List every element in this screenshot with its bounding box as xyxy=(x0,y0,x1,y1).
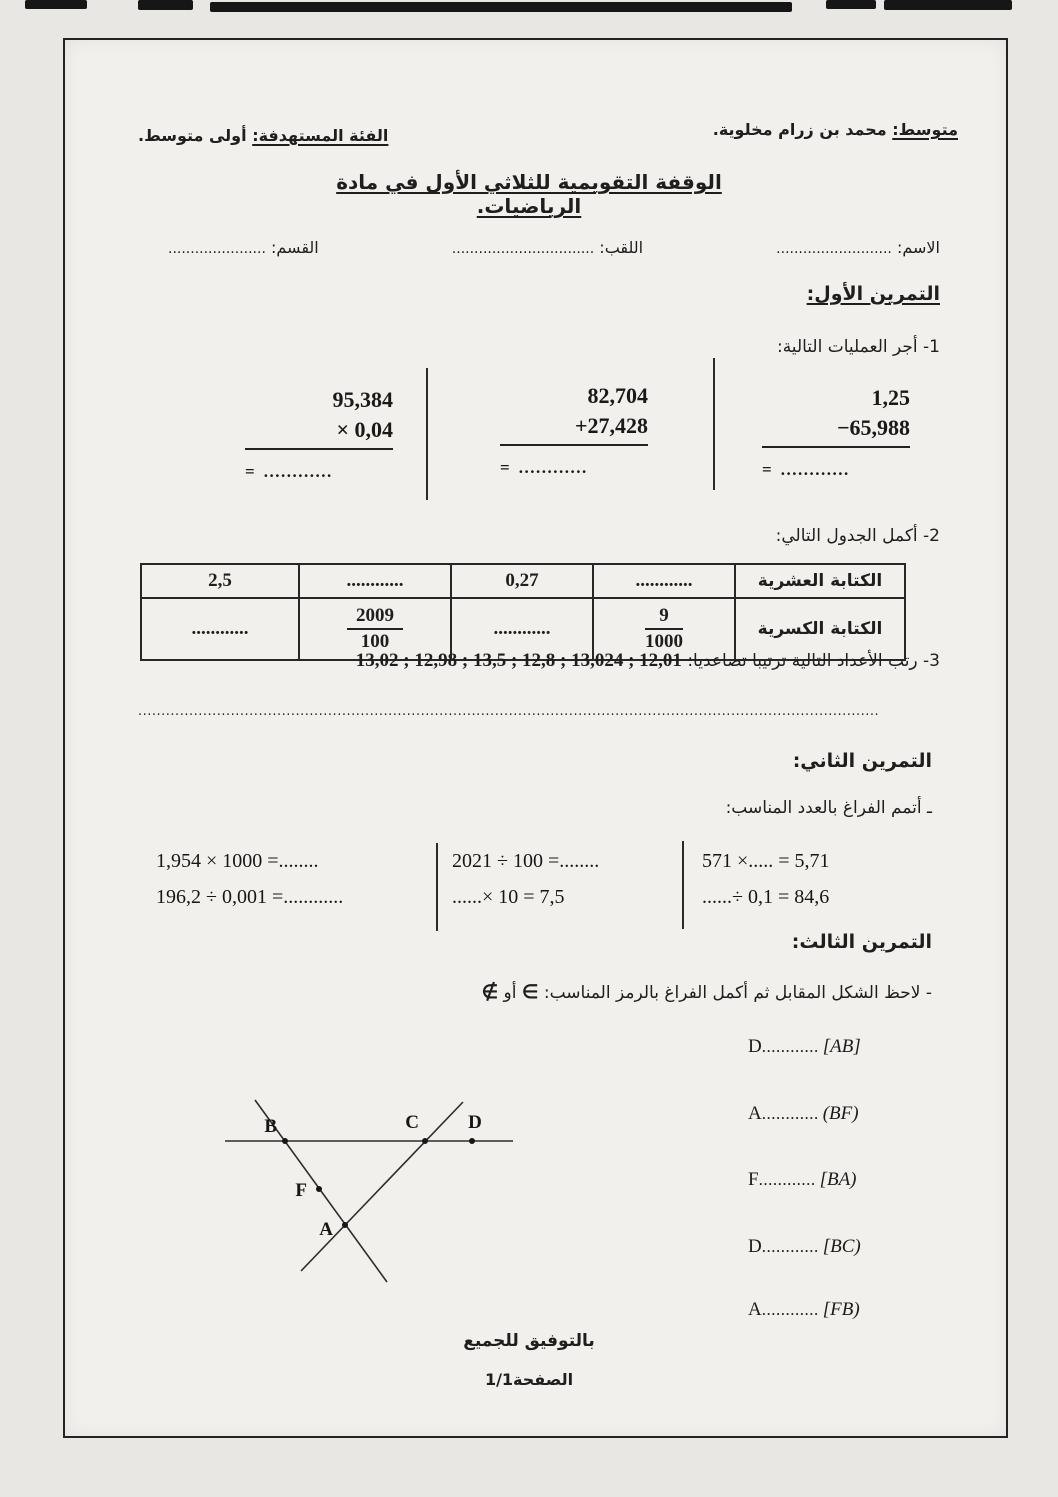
table-cell: 0,27 xyxy=(451,564,593,598)
q3-numbers: 12,01 ; 13,024 ; 12,8 ; 13,5 ; 12,98 ; 13,02 xyxy=(355,650,682,671)
surname-field xyxy=(452,238,643,257)
figure-line xyxy=(301,1102,463,1271)
fraction-row-header: الكتابة الكسرية xyxy=(735,598,905,660)
class-blank: ...................... xyxy=(168,241,266,257)
result-blank: ............ xyxy=(263,462,333,481)
table-cell: ............ xyxy=(299,564,451,598)
name-field xyxy=(776,238,940,257)
result-blank: ............ xyxy=(780,460,850,479)
fraction xyxy=(645,605,683,653)
exercise1-q1-label: 1- أجر العمليات التالية: xyxy=(776,337,940,357)
target-grade-label: الفئة المستهدفة: xyxy=(252,126,389,145)
membership-item xyxy=(748,1236,861,1258)
point-letter: F xyxy=(748,1169,759,1190)
page-number: الصفحة1/1 xyxy=(484,1370,574,1389)
operation-rule xyxy=(245,448,393,450)
exercise3-instruction-text: - لاحظ الشكل المقابل ثم أكمل الفراغ بالرمز المناسب: xyxy=(543,983,932,1003)
element-of-symbol: ∈ xyxy=(521,982,539,1003)
operation-rule xyxy=(500,444,648,446)
membership-item xyxy=(748,1299,860,1321)
exercise1-heading: التمرين الأول: xyxy=(806,283,940,305)
equals-sign: = xyxy=(245,462,255,481)
segment-notation: (BF) xyxy=(822,1103,859,1124)
equals-sign: = xyxy=(762,460,772,479)
exercise3-instruction xyxy=(482,981,932,1004)
equation: 1,954 × 1000 =........ xyxy=(156,850,319,872)
figure-point xyxy=(282,1138,288,1144)
membership-blank: ............ xyxy=(761,1037,819,1056)
student-fields-row xyxy=(168,238,940,257)
membership-blank: ............ xyxy=(761,1300,819,1319)
figure-point-label: A xyxy=(319,1219,333,1240)
table-cell: ............ xyxy=(141,598,299,660)
membership-item xyxy=(748,1103,859,1125)
operand-top: 82,704 xyxy=(587,383,648,408)
exercise2-heading: التمرين الثاني: xyxy=(792,750,932,772)
scan-edge-mark xyxy=(210,2,792,12)
good-luck-text: بالتوفيق للجميع xyxy=(463,1331,595,1351)
segment-notation: [AB] xyxy=(822,1036,861,1057)
figure-point-label: F xyxy=(295,1180,307,1201)
point-letter: A xyxy=(748,1299,762,1320)
exercise1-q2-label: 2- أكمل الجدول التالي: xyxy=(775,526,940,546)
segment-notation: [FB) xyxy=(822,1299,860,1320)
scan-edge-mark xyxy=(826,0,876,9)
membership-list xyxy=(748,1036,928,1336)
equation-group-left xyxy=(156,843,343,915)
fraction-numerator: 9 xyxy=(645,605,683,630)
decimal-row-header: الكتابة العشرية xyxy=(735,564,905,598)
class-field xyxy=(168,238,319,257)
equation-group-right xyxy=(702,843,830,915)
figure-point xyxy=(469,1138,475,1144)
segment-notation: [BA) xyxy=(819,1169,857,1190)
or-word: أو xyxy=(503,983,517,1003)
operand-bottom: −65,988 xyxy=(836,415,910,440)
name-blank: .......................... xyxy=(776,241,892,257)
equation: ......÷ 0,1 = 84,6 xyxy=(702,886,830,908)
exercise1-q3-line xyxy=(356,650,940,672)
geometry-figure xyxy=(215,1086,535,1301)
figure-point-label: C xyxy=(405,1112,419,1133)
not-element-of-symbol: ∉ xyxy=(481,982,499,1003)
exam-title: الوقفة التقويمية للثلاثي الأول في مادة الرياضيات. xyxy=(336,170,722,218)
point-letter: D xyxy=(748,1236,762,1257)
operand-bottom: × 0,04 xyxy=(336,417,393,442)
name-label: الاسم: xyxy=(896,238,940,257)
membership-blank: ............ xyxy=(761,1237,819,1256)
equation: 571 ×..... = 5,71 xyxy=(702,850,830,872)
subtraction-operation xyxy=(762,383,910,480)
notation-table xyxy=(140,563,906,661)
exercise2-instruction: ـ أتمم الفراغ بالعدد المناسب: xyxy=(725,798,932,818)
equation: 2021 ÷ 100 =........ xyxy=(452,850,600,872)
fraction-denominator: 100 xyxy=(360,630,390,652)
operand-top: 95,384 xyxy=(332,387,393,412)
table-cell: 2,5 xyxy=(141,564,299,598)
figure-point xyxy=(422,1138,428,1144)
equations-separator xyxy=(436,843,438,931)
q3-label: 3- رتب الأعداد التالية ترتيبا تصاعديا: xyxy=(687,651,940,671)
fraction-numerator: 2009 xyxy=(347,605,403,630)
fraction-denominator: 1000 xyxy=(645,630,683,652)
table-cell: ............ xyxy=(451,598,593,660)
operations-separator xyxy=(713,358,715,490)
school-line xyxy=(713,120,958,139)
membership-blank: ............ xyxy=(761,1104,819,1123)
operation-rule xyxy=(762,446,910,448)
scan-edge-mark xyxy=(25,0,87,9)
equation: 196,2 ÷ 0,001 =............ xyxy=(156,886,344,908)
addition-operation xyxy=(500,381,648,478)
table-cell: ............ xyxy=(593,564,735,598)
figure-point-label: B xyxy=(264,1116,277,1137)
equals-sign: = xyxy=(500,458,510,477)
operand-top: 1,25 xyxy=(871,385,910,410)
figure-point-label: D xyxy=(468,1112,482,1133)
school-label: متوسط: xyxy=(892,120,958,139)
segment-notation: [BC) xyxy=(822,1236,861,1257)
multiplication-operation xyxy=(245,385,393,482)
school-value: محمد بن زرام مخلوية. xyxy=(712,120,893,139)
surname-blank: ................................ xyxy=(451,241,595,257)
exercise3-heading: التمرين الثالث: xyxy=(791,931,932,953)
surname-label: اللقب: xyxy=(599,238,644,257)
figure-point xyxy=(316,1186,322,1192)
membership-blank: ............ xyxy=(758,1170,816,1189)
equations-separator xyxy=(682,841,684,929)
membership-item xyxy=(748,1169,857,1191)
class-label: القسم: xyxy=(271,238,319,257)
operand-bottom: +27,428 xyxy=(574,413,648,438)
point-letter: D xyxy=(748,1036,762,1057)
scan-edge-mark xyxy=(884,0,1012,10)
equation: ......× 10 = 7,5 xyxy=(452,886,565,908)
answer-dotted-line: ................................................................................................................................................................ xyxy=(138,704,880,719)
figure-point xyxy=(342,1222,348,1228)
target-grade-value: أولى متوسط. xyxy=(138,126,253,145)
point-letter: A xyxy=(748,1103,762,1124)
result-blank: ............ xyxy=(518,458,588,477)
membership-item xyxy=(748,1036,861,1058)
target-grade-line xyxy=(138,126,388,145)
scan-edge-mark xyxy=(138,0,193,10)
operations-separator xyxy=(426,368,428,500)
equation-group-middle xyxy=(452,843,599,915)
fraction xyxy=(347,605,403,653)
